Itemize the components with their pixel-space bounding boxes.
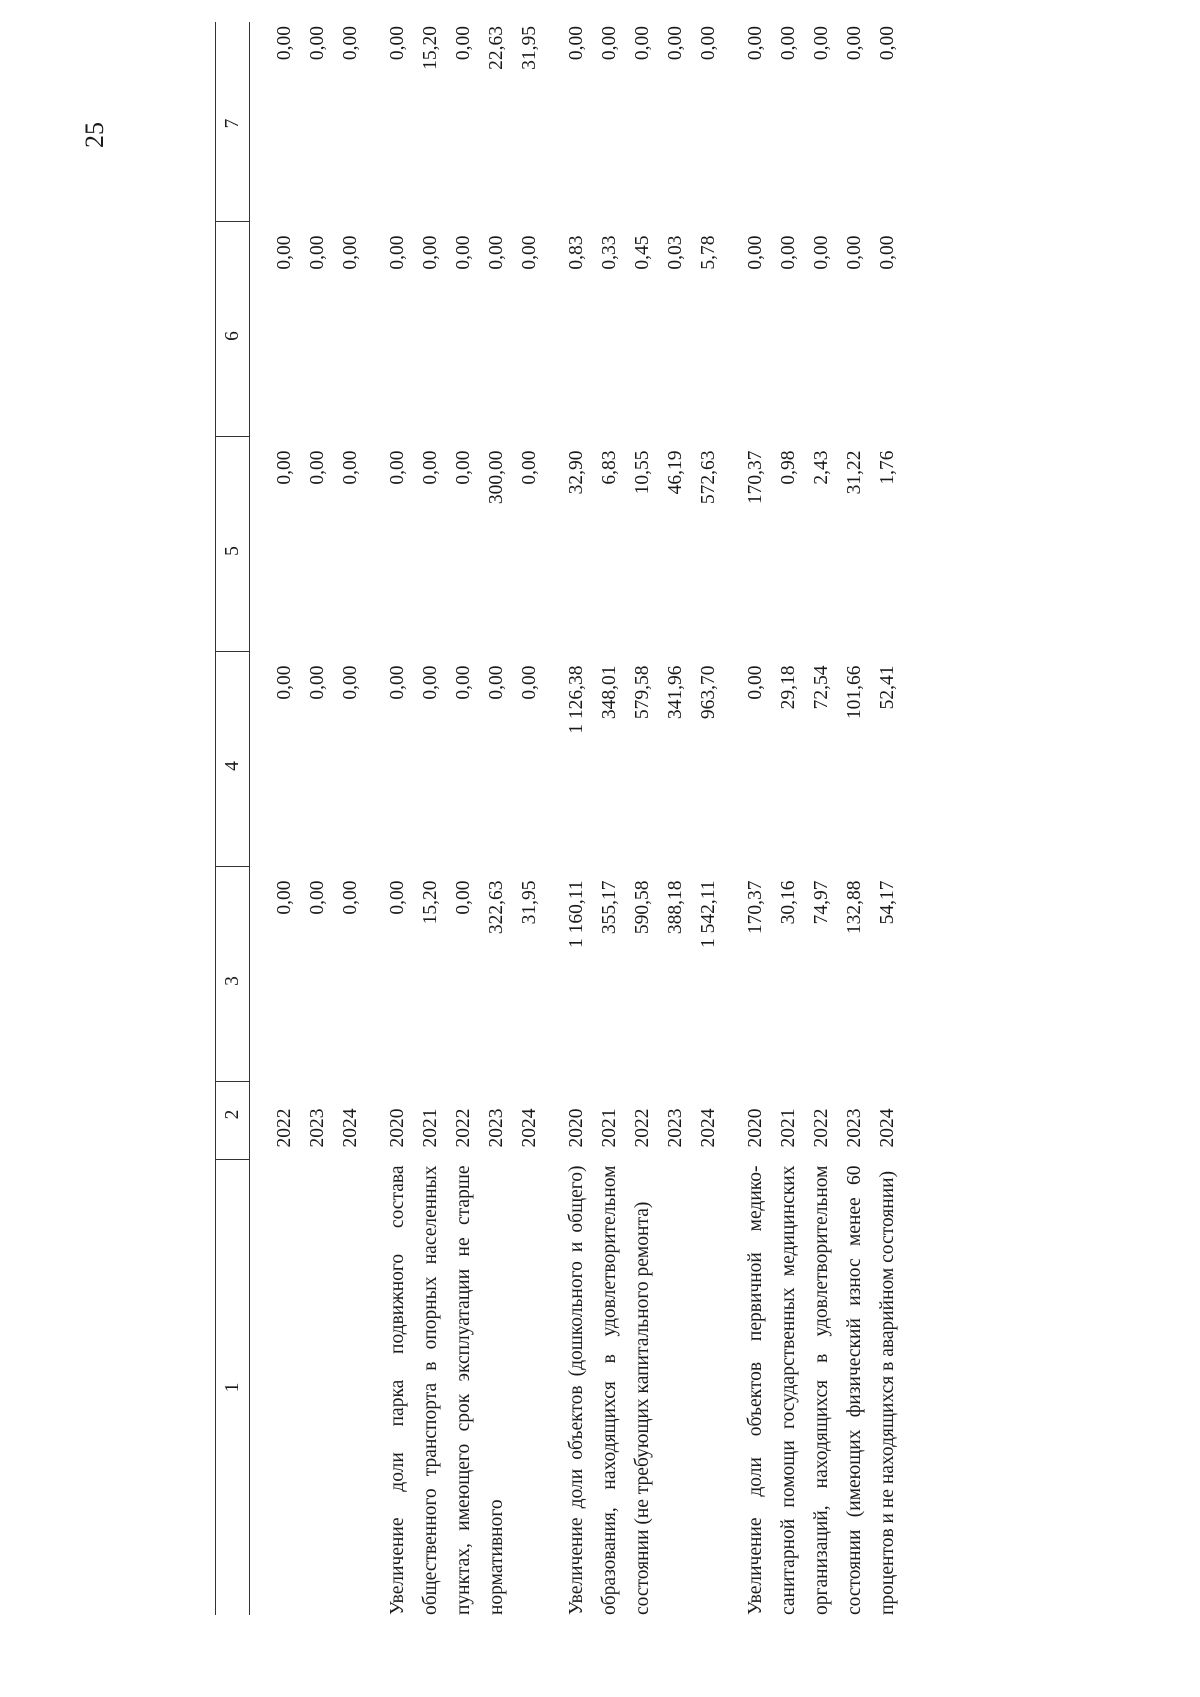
year-cell: 2023	[307, 1108, 328, 1148]
value-cell: 0,00	[274, 880, 295, 915]
value-cell: 0,00	[340, 235, 361, 270]
value-cell: 0,00	[387, 450, 408, 485]
value-cell: 0,00	[420, 450, 441, 485]
value-cell: 0,98	[778, 450, 799, 485]
value-cell: 0,00	[387, 665, 408, 700]
value-cell: 0,00	[519, 235, 540, 270]
value-cell: 0,00	[420, 665, 441, 700]
value-cell: 0,00	[778, 26, 799, 61]
value-cell: 0,00	[811, 26, 832, 61]
table-row	[268, 22, 301, 1615]
value-cell: 1 126,38	[566, 665, 587, 734]
value-cell: 0,00	[599, 26, 620, 61]
year-cell: 2020	[387, 1108, 408, 1148]
value-cell: 10,55	[632, 450, 653, 495]
value-cell: 0,00	[340, 665, 361, 700]
value-cell: 355,17	[599, 880, 620, 935]
year-cell: 2024	[698, 1108, 719, 1148]
value-cell: 0,00	[453, 880, 474, 915]
value-cell: 0,00	[307, 665, 328, 700]
value-cell: 74,97	[811, 880, 832, 925]
value-cell: 30,16	[778, 880, 799, 925]
header-col-1: 1	[216, 1160, 250, 1616]
value-cell: 0,83	[566, 235, 587, 270]
rotated-table-wrapper	[215, 26, 1200, 1615]
value-cell: 590,58	[632, 880, 653, 935]
value-cell: 1 542,11	[698, 880, 719, 949]
value-cell: 0,00	[453, 235, 474, 270]
row-description: Увеличение доли парка подвижного состава общественного транспорта в опорных населенных пунктах, имеющего срок эксплуатации не старше нормативного	[387, 1165, 507, 1615]
value-cell: 0,00	[307, 26, 328, 61]
header-col-2: 2	[216, 1082, 250, 1160]
value-cell: 29,18	[778, 665, 799, 710]
value-cell: 22,63	[486, 26, 507, 70]
value-cell: 0,00	[811, 235, 832, 270]
value-cell: 348,01	[599, 665, 620, 720]
value-cell: 72,54	[811, 665, 832, 710]
year-cell: 2023	[665, 1108, 686, 1148]
value-cell: 0,00	[778, 235, 799, 270]
value-cell: 963,70	[698, 665, 719, 720]
value-cell: 5,78	[698, 235, 719, 270]
row-description: Увеличение доли объектов (дошкольного и общего) образования, находящихся в удовлетворительном состоянии (не требующих капитального ремонта)	[566, 1165, 653, 1615]
value-cell: 0,00	[307, 880, 328, 915]
group-spacer	[725, 22, 739, 1615]
header-col-7: 7	[216, 22, 250, 222]
value-cell: 0,00	[340, 880, 361, 915]
value-cell: 0,00	[519, 665, 540, 700]
table-row	[560, 22, 593, 1615]
year-cell: 2022	[274, 1108, 295, 1148]
value-cell: 1,76	[877, 450, 898, 485]
year-cell: 2020	[566, 1108, 587, 1148]
year-cell: 2021	[778, 1108, 799, 1148]
value-cell: 0,00	[274, 235, 295, 270]
value-cell: 0,33	[599, 235, 620, 270]
value-cell: 15,20	[420, 26, 441, 70]
value-cell: 2,43	[811, 450, 832, 485]
year-cell: 2022	[811, 1108, 832, 1148]
value-cell: 300,00	[486, 450, 507, 505]
header-col-3: 3	[216, 867, 250, 1082]
year-cell: 2021	[599, 1108, 620, 1148]
value-cell: 15,20	[420, 880, 441, 925]
year-cell: 2023	[844, 1108, 865, 1148]
value-cell: 132,88	[844, 880, 865, 935]
value-cell: 32,90	[566, 450, 587, 495]
row-description: Увеличение доли объектов первичной медико-санитарной помощи государственных медицинских организаций, находящихся в удовлетворительном состоянии (имеющих физический износ менее 60 процентов и не находящихся в аварийном состоянии)	[745, 1165, 898, 1615]
year-cell: 2022	[632, 1108, 653, 1148]
value-cell: 52,41	[877, 665, 898, 710]
value-cell: 46,19	[665, 450, 686, 495]
year-cell: 2021	[420, 1108, 441, 1148]
value-cell: 0,00	[877, 235, 898, 270]
value-cell: 0,00	[387, 26, 408, 61]
year-cell: 2024	[340, 1108, 361, 1148]
header-spacer	[250, 22, 269, 1615]
table-row	[739, 22, 772, 1615]
header-row	[216, 22, 250, 1615]
value-cell: 0,00	[420, 235, 441, 270]
value-cell: 0,03	[665, 235, 686, 270]
value-cell: 0,45	[632, 235, 653, 270]
value-cell: 0,00	[387, 235, 408, 270]
value-cell: 0,00	[340, 450, 361, 485]
value-cell: 0,00	[486, 235, 507, 270]
value-cell: 0,00	[745, 235, 766, 270]
value-cell: 572,63	[698, 450, 719, 505]
value-cell: 0,00	[745, 665, 766, 700]
value-cell: 0,00	[307, 235, 328, 270]
value-cell: 1 160,11	[566, 880, 587, 949]
header-col-4: 4	[216, 652, 250, 867]
value-cell: 0,00	[340, 26, 361, 61]
value-cell: 0,00	[387, 880, 408, 915]
value-cell: 0,00	[453, 450, 474, 485]
budget-table	[215, 22, 904, 1615]
value-cell: 0,00	[486, 665, 507, 700]
year-cell: 2022	[453, 1108, 474, 1148]
header-col-5: 5	[216, 437, 250, 652]
value-cell: 341,96	[665, 665, 686, 720]
value-cell: 0,00	[274, 26, 295, 61]
group-spacer	[367, 22, 381, 1615]
value-cell: 0,00	[844, 26, 865, 61]
value-cell: 0,00	[566, 26, 587, 61]
row-description	[268, 1160, 367, 1616]
year-cell: 2023	[486, 1108, 507, 1148]
value-cell: 101,66	[844, 665, 865, 720]
value-cell: 0,00	[665, 26, 686, 61]
value-cell: 0,00	[453, 665, 474, 700]
group-spacer	[546, 22, 560, 1615]
page-number: 25	[80, 122, 109, 148]
header-col-6: 6	[216, 222, 250, 437]
value-cell: 0,00	[877, 26, 898, 61]
value-cell: 54,17	[877, 880, 898, 925]
year-cell: 2020	[745, 1108, 766, 1148]
value-cell: 388,18	[665, 880, 686, 935]
value-cell: 0,00	[844, 235, 865, 270]
value-cell: 0,00	[745, 26, 766, 61]
value-cell: 0,00	[632, 26, 653, 61]
table-body	[216, 22, 905, 1615]
value-cell: 0,00	[453, 26, 474, 61]
year-cell: 2024	[519, 1108, 540, 1148]
value-cell: 170,37	[745, 450, 766, 505]
table-row	[381, 22, 414, 1615]
value-cell: 31,95	[519, 880, 540, 925]
value-cell: 0,00	[698, 26, 719, 61]
value-cell: 322,63	[486, 880, 507, 935]
value-cell: 170,37	[745, 880, 766, 935]
year-cell: 2024	[877, 1108, 898, 1148]
value-cell: 31,95	[519, 26, 540, 70]
value-cell: 0,00	[519, 450, 540, 485]
value-cell: 31,22	[844, 450, 865, 495]
value-cell: 579,58	[632, 665, 653, 720]
value-cell: 6,83	[599, 450, 620, 485]
value-cell: 0,00	[274, 665, 295, 700]
value-cell: 0,00	[274, 450, 295, 485]
value-cell: 0,00	[307, 450, 328, 485]
